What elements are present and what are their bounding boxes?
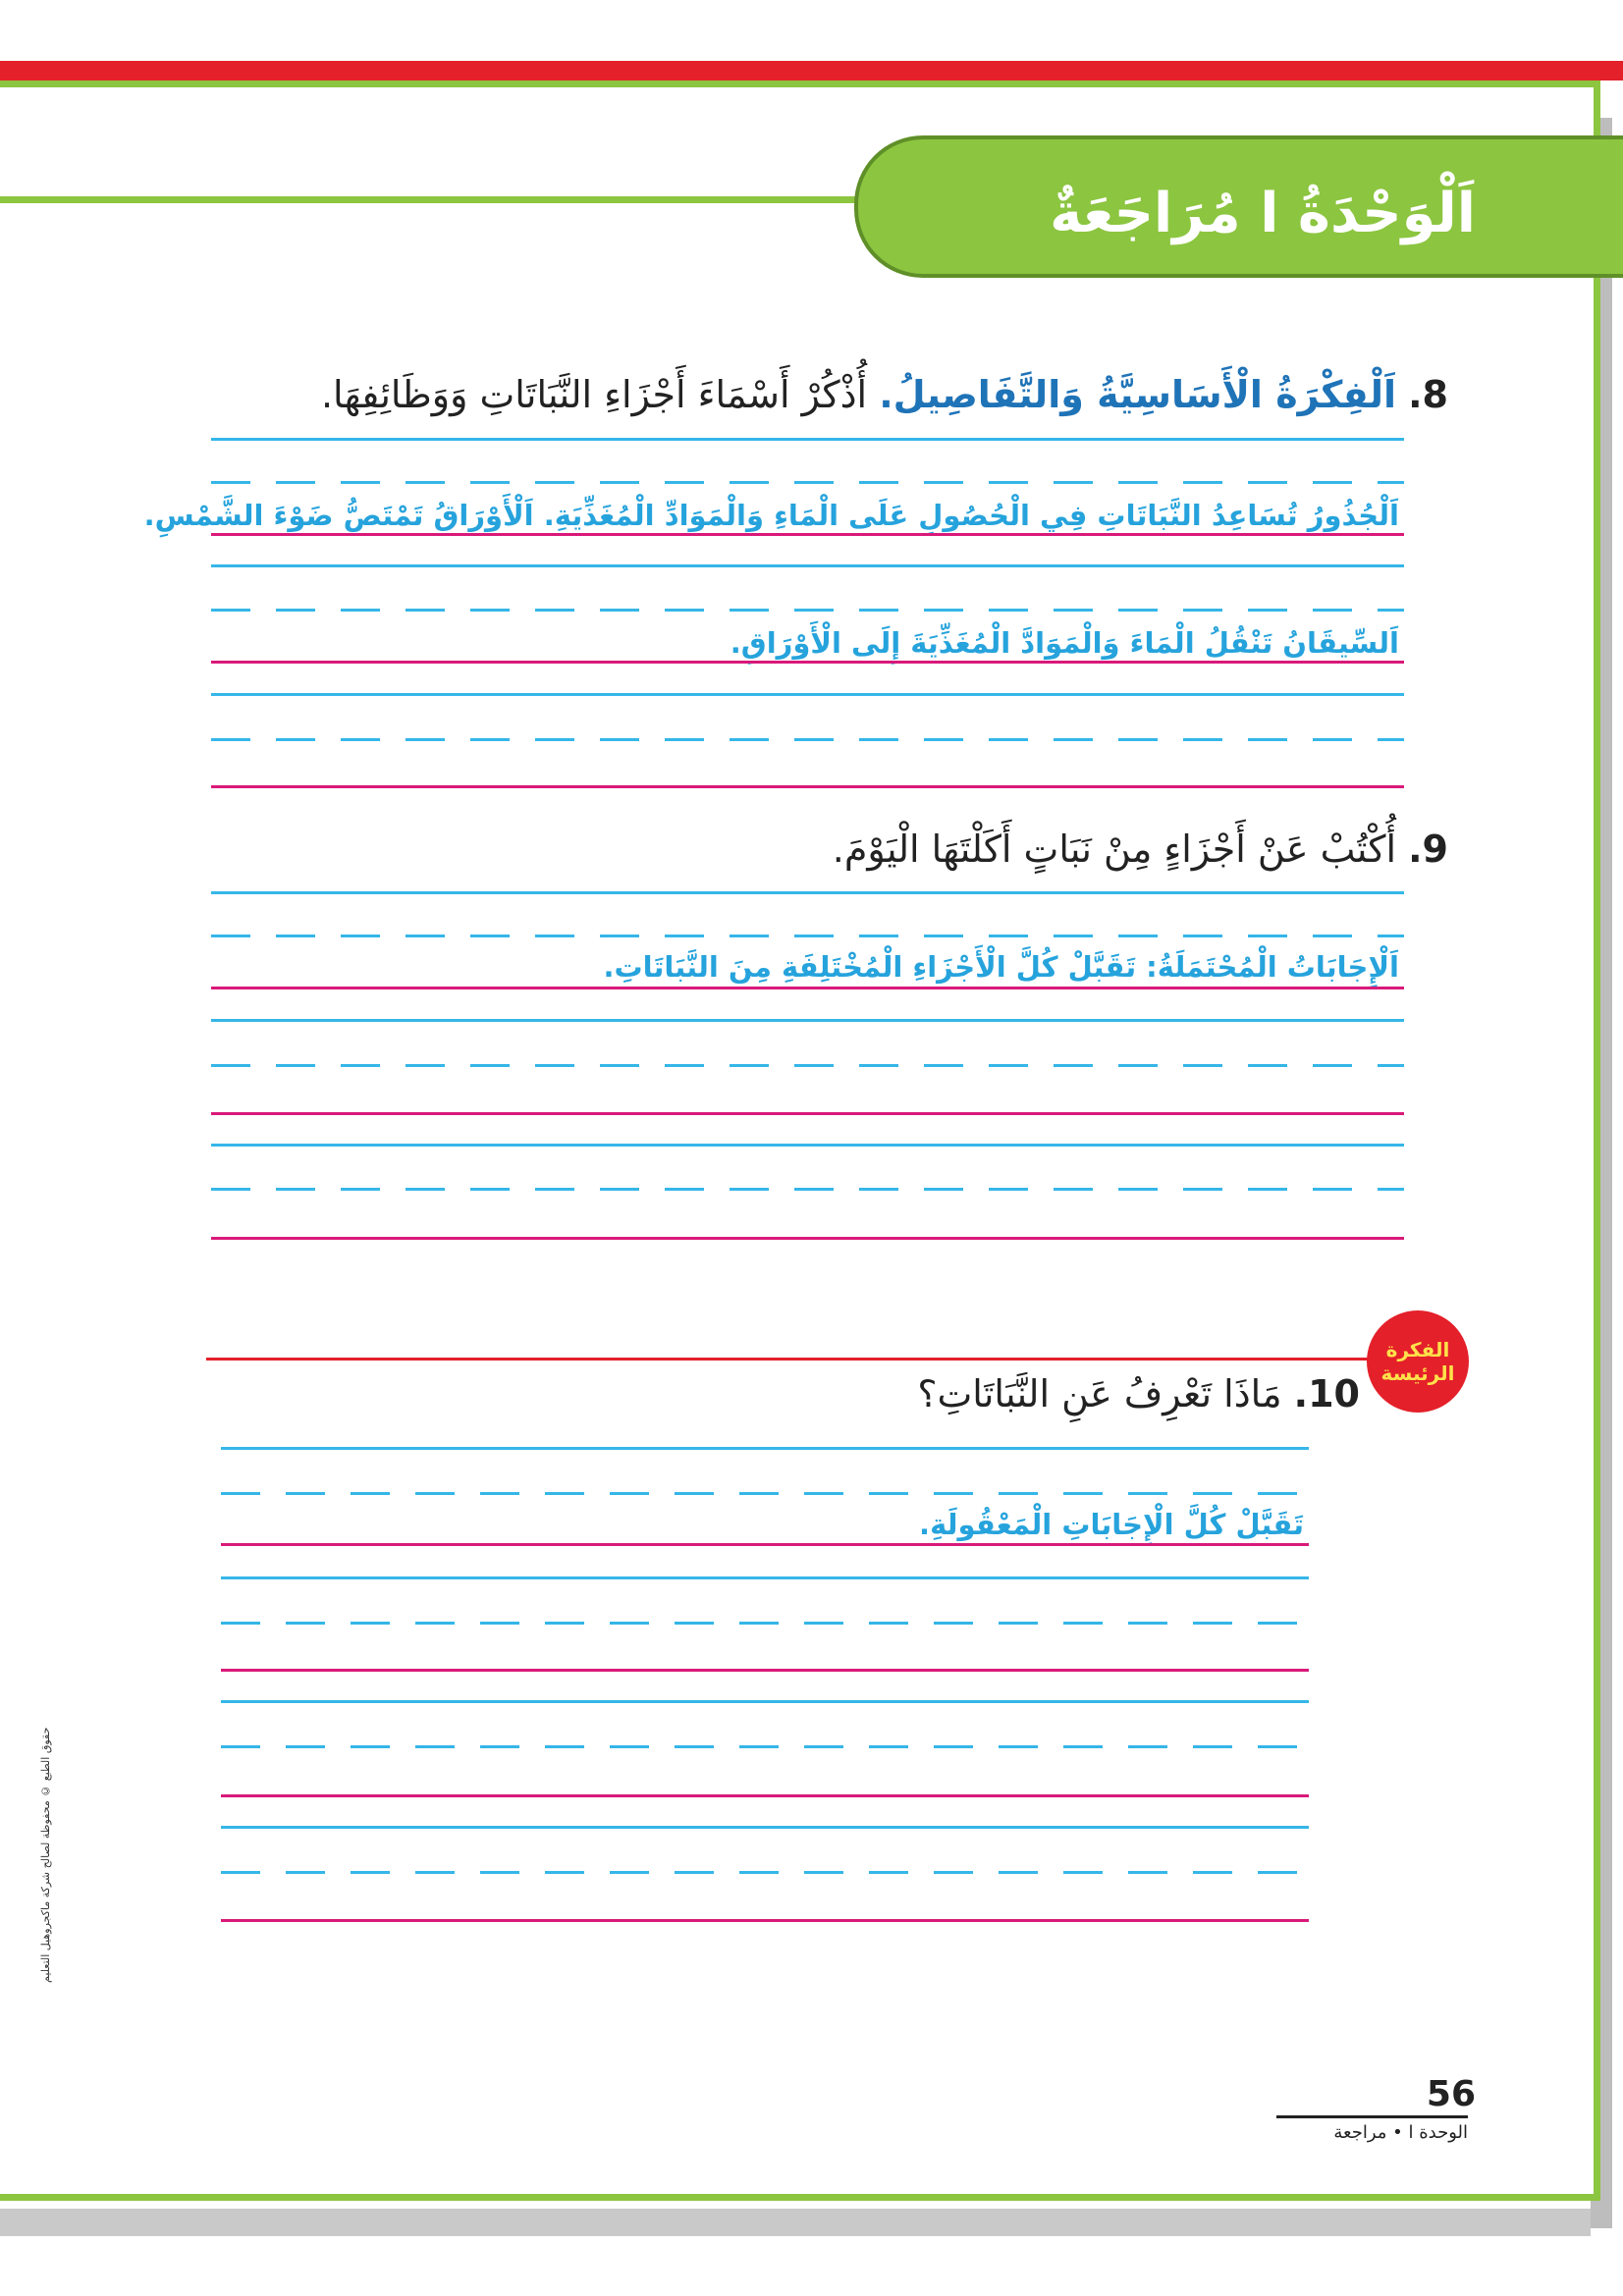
section-divider <box>206 1358 1375 1361</box>
writing-line-base <box>211 1112 1404 1115</box>
writing-line-dashed <box>221 1871 1309 1874</box>
question-number: 9. <box>1408 828 1448 871</box>
writing-line <box>211 1019 1404 1022</box>
main-idea-badge <box>1367 1310 1469 1413</box>
writing-line-dashed <box>211 1188 1404 1191</box>
question-number: 10. <box>1293 1372 1360 1415</box>
writing-line-dashed <box>221 1492 1309 1495</box>
page-number: 56 <box>1426 2074 1476 2114</box>
answer-text: اَلْإِجَابَاتُ الْمُحْتَمَلَةُ: تَقَبَّلْ كُلَّ الْأَجْزَاءِ الْمُخْتَلِفَةِ مِنَ النَّبَاتَاتِ. <box>603 950 1399 984</box>
writing-line-dashed <box>211 609 1404 612</box>
writing-line <box>221 1700 1309 1703</box>
question-text: أُذْكُرْ أَسْمَاءَ أَجْزَاءِ النَّبَاتَاتِ وَوَظَائِفِهَا. <box>320 373 868 416</box>
writing-line <box>221 1447 1309 1450</box>
footer-rule <box>1276 2115 1468 2118</box>
writing-line <box>211 891 1404 894</box>
writing-line <box>211 564 1404 567</box>
question-text: مَاذَا تَعْرِفُ عَنِ النَّبَاتَاتِ؟ <box>917 1372 1282 1415</box>
badge-line: الفكرة <box>1385 1338 1450 1362</box>
writing-line <box>221 1576 1309 1579</box>
writing-line-dashed <box>221 1622 1309 1625</box>
answer-text: اَلْجُذُورُ تُسَاعِدُ النَّبَاتَاتِ فِي الْحُصُولِ عَلَى الْمَاءِ وَالْمَوَادِّ الْمُغَذِّيَةِ. اَلْأَوْرَاقُ تَمْتَصُّ ضَوْءَ الشَّمْسِ. <box>143 499 1399 532</box>
writing-line <box>211 1144 1404 1147</box>
writing-line-dashed <box>211 481 1404 484</box>
writing-line-dashed <box>211 1064 1404 1067</box>
answer-text: اَلسِّيقَانُ تَنْقُلُ الْمَاءَ وَالْمَوَادَّ الْمُغَذِّيَةَ إِلَى الْأَوْرَاقِ. <box>730 626 1399 660</box>
header-rule <box>0 196 864 203</box>
question-10 <box>917 1372 1360 1415</box>
writing-line <box>221 1826 1309 1829</box>
question-keyword: اَلْفِكْرَةُ الْأَسَاسِيَّةُ وَالتَّفَاصِيلُ. <box>879 373 1397 416</box>
answer-text: تَقَبَّلْ كُلَّ الْإِجَابَاتِ الْمَعْقُولَةِ. <box>919 1508 1304 1541</box>
writing-line-dashed <box>211 934 1404 937</box>
page-title: اَلْوَحْدَةُ ا مُرَاجَعَةٌ <box>1050 182 1476 245</box>
page-shadow-bottom <box>0 2209 1591 2236</box>
writing-line-base <box>221 1919 1309 1922</box>
question-9 <box>833 828 1448 871</box>
writing-line-base <box>221 1543 1309 1546</box>
writing-line-base <box>221 1669 1309 1672</box>
question-number: 8. <box>1408 373 1448 416</box>
writing-line-base <box>211 1237 1404 1240</box>
writing-line-base <box>211 785 1404 788</box>
writing-line-base <box>211 533 1404 536</box>
writing-line-base <box>211 987 1404 989</box>
writing-line-dashed <box>211 738 1404 741</box>
question-8 <box>321 373 1448 416</box>
badge-line: الرئيسة <box>1380 1362 1455 1385</box>
writing-line-base <box>211 661 1404 664</box>
question-text: أُكْتُبْ عَنْ أَجْزَاءٍ مِنْ نَبَاتٍ أَكَلْتَهَا الْيَوْمَ. <box>832 828 1397 871</box>
writing-line-dashed <box>221 1745 1309 1748</box>
writing-line <box>211 693 1404 696</box>
footer-caption: الوحدة ا • مراجعة <box>1333 2122 1468 2143</box>
writing-line-base <box>221 1794 1309 1797</box>
copyright-note: حقوق الطبع © محفوظة لصالح شركة ماكجروهيل التعليم <box>39 1727 52 1983</box>
writing-line <box>211 438 1404 441</box>
